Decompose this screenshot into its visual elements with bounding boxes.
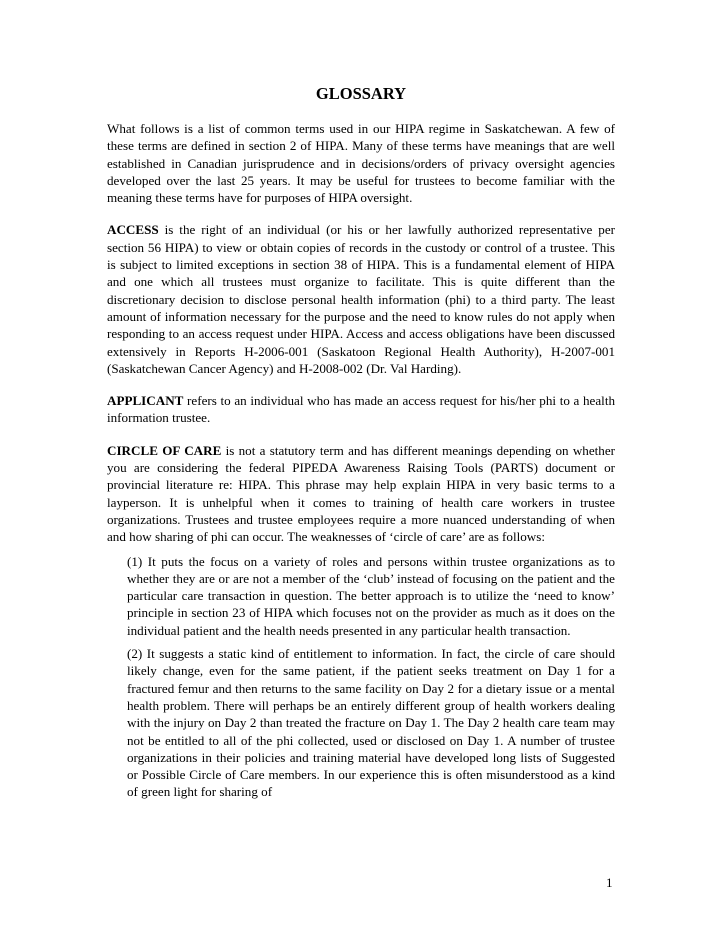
document-page: [107, 84, 615, 807]
glossary-term: APPLICANT: [107, 393, 184, 409]
circle-of-care-point-1: (1) It puts the focus on a variety of roles and persons within trustee organizations as to whether they are or are not a member of the ‘club’ instead of focusing on the patient and the particular care transaction in question. The better approach is to utilize the ‘need to know’ principle in section 23 of HIPA which focuses not on the provider as much as it does on the individual patient and the health needs presented in any particular health transaction.: [127, 553, 615, 638]
glossary-definition: refers to an individual who has made an access request for his/her phi to a health information trustee.: [107, 393, 615, 426]
circle-of-care-point-2: (2) It suggests a static kind of entitlement to information. In fact, the circle of care should likely change, even for the same patient, if the patient seeks treatment on Day 1 for a fractured femur and then returns to the same facility on Day 2 for a dietary issue or a mental health problem. There will perhaps be an entirely different group of health workers dealing with the injury on Day 2 than treated the fracture on Day 1. The Day 2 health care team may not be entitled to all of the phi collected, used or disclosed on Day 1. A number of trustee organizations in their policies and training material have developed long lists of Suggested or Possible Circle of Care members. In our experience this is often misunderstood as a kind of green light for sharing of: [127, 646, 615, 800]
glossary-definition: is the right of an individual (or his or her lawfully authorized representative per section 56 HIPA) to view or obtain copies of records in the custody or control of a trustee. This is subject to limited exceptions in section 38 of HIPA. This is a fundamental element of HIPA and one which all trustees must organize to facilitate. This is quite different than the discretionary decision to disclose personal health information (phi) to a third party. The least amount of information necessary for the purpose and the need to know rules do not apply when responding to an access request under HIPA. Access and access obligations have been discussed extensively in Reports H-2006-001 (Saskatoon Regional Health Authority), H-2007-001 (Saskatchewan Cancer Agency) and H-2008-002 (Dr. Val Harding).: [107, 222, 615, 376]
glossary-entry-applicant: [107, 392, 615, 427]
intro-paragraph: What follows is a list of common terms used in our HIPA regime in Saskatchewan. A few of these terms are defined in section 2 of HIPA. Many of these terms have meanings that are well established in Canadian jurisprudence and in decisions/orders of privacy oversight agencies developed over the last 25 years. It may be useful for trustees to become familiar with the meaning these terms have for purposes of HIPA oversight.: [107, 121, 615, 206]
glossary-term: CIRCLE OF CARE: [107, 442, 222, 458]
document-title: GLOSSARY: [315, 84, 407, 103]
glossary-entry-access: [107, 221, 615, 377]
glossary-term: ACCESS: [107, 222, 159, 238]
page-number: 1: [606, 875, 613, 890]
glossary-entry-circle-of-care: [107, 442, 615, 546]
glossary-definition: is not a statutory term and has different meanings depending on whether you are considering the federal PIPEDA Awareness Raising Tools (PARTS) document or provincial literature re: HIPA. This phrase may help explain HIPA in very basic terms to a layperson. It is unhelpful when it comes to training of health care workers in trustee organizations. Trustees and trustee employees require a more nuanced understanding of when and how sharing of phi can occur. The weaknesses of ‘circle of care’ are as follows:: [107, 442, 616, 545]
